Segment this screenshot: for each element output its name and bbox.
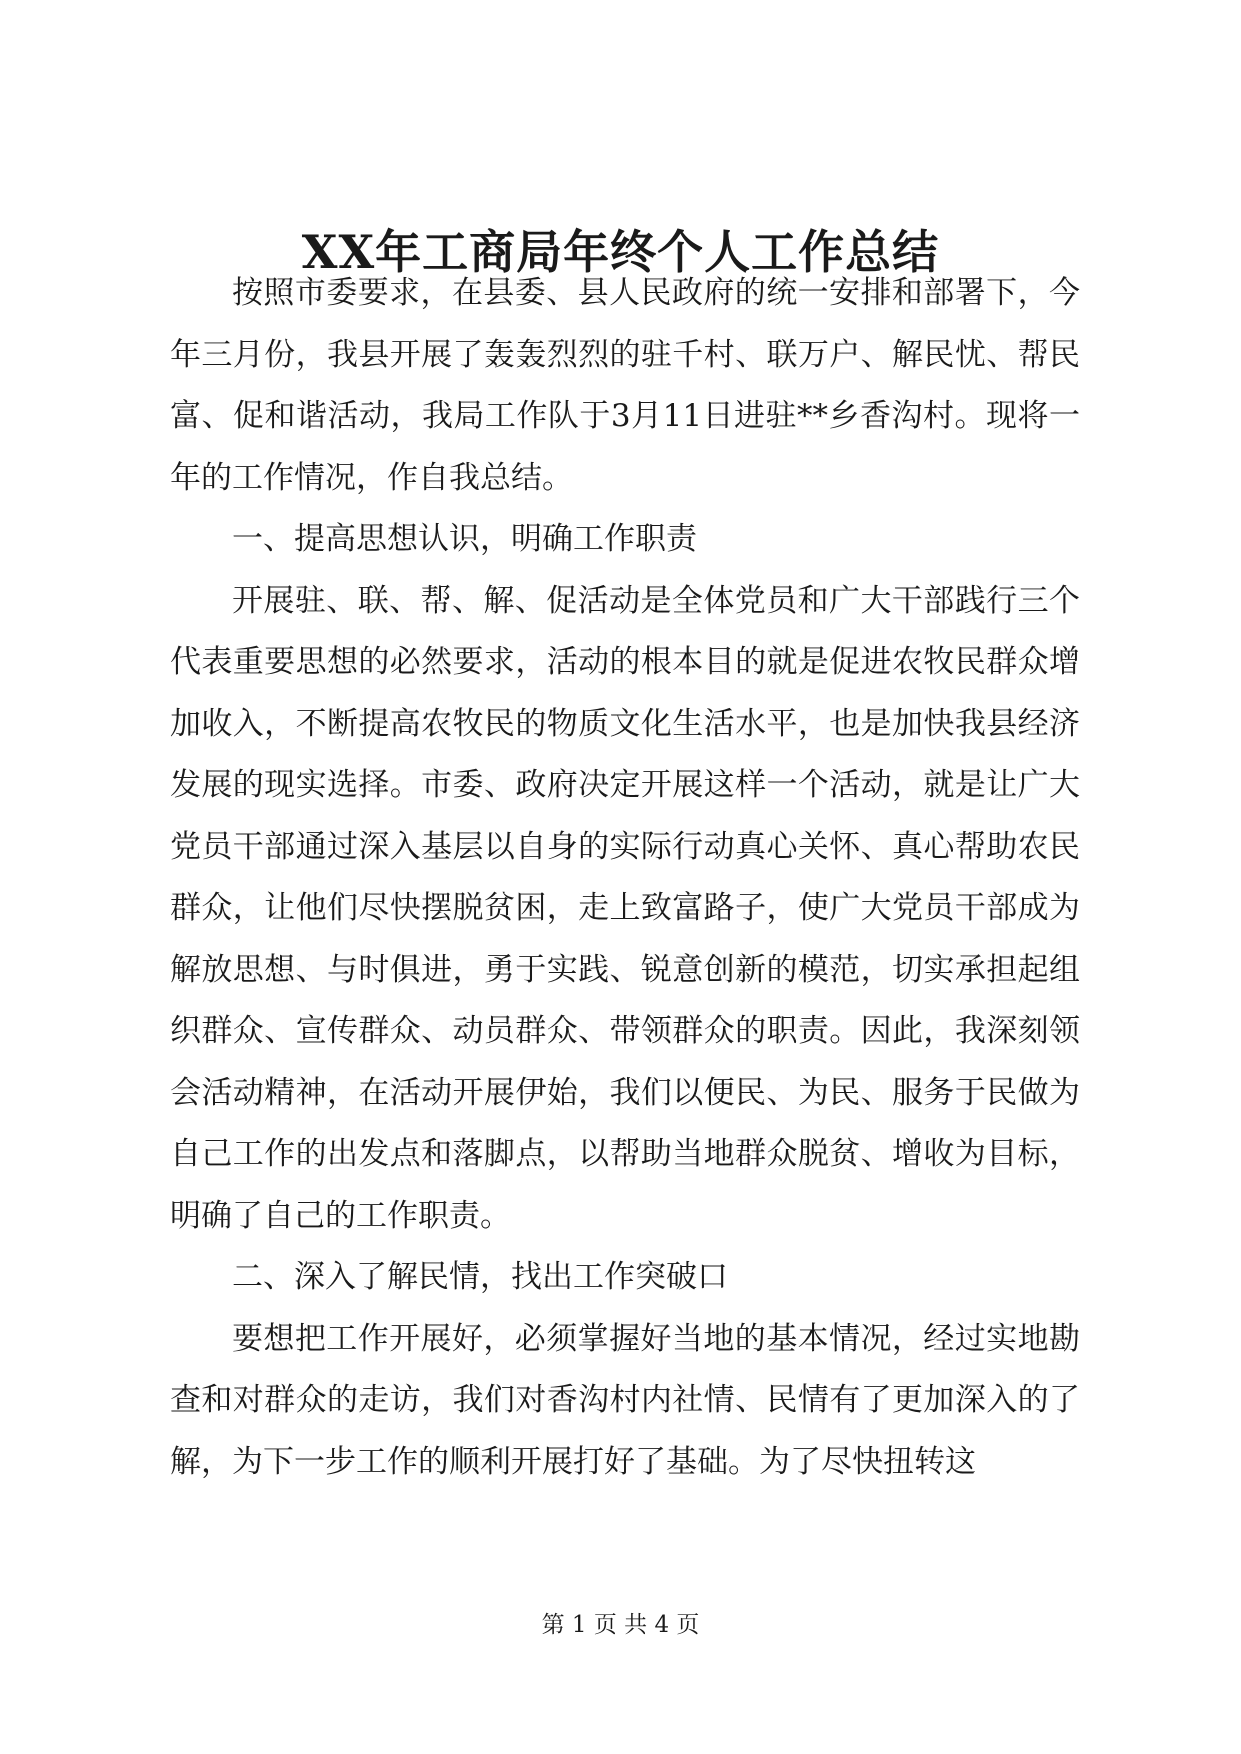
section-heading-2: 二、深入了解民情，找出工作突破口 <box>232 1259 728 1295</box>
page-number-footer: 第 1 页 共 4 页 <box>541 1612 700 1638</box>
paragraph-section-1: 开展驻、联、帮、解、促活动是全体党员和广大干部践行三个代表重要思想的必然要求，活动的根本目的就是促进农牧民群众增加收入，不断提高农牧民的物质文化生活水平，也是加快我县经济发展的现实选择。市委、政府决定开展这样一个活动，就是让广大党员干部通过深入基层以自身的实际行动真心关怀、真心帮助农民群众，让他们尽快摆脱贫困，走上致富路子，使广大党员干部成为解放思想、与时俱进，勇于实践、锐意创新的模范，切实承担起组织群众、宣传群众、动员群众、带领群众的职责。因此，我深刻领会活动精神，在活动开展伊始，我们以便民、为民、服务于民做为自己工作的出发点和落脚点，以帮助当地群众脱贫、增收为目标，明确了自己的工作职责。 <box>170 582 1080 1234</box>
section-heading-1: 一、提高思想认识，明确工作职责 <box>232 521 697 557</box>
document-title: XX年工商局年终个人工作总结 <box>301 225 940 279</box>
document-body <box>170 263 1080 1493</box>
paragraph-section-2: 要想把工作开展好，必须掌握好当地的基本情况，经过实地勘查和对群众的走访，我们对香沟村内社情、民情有了更加深入的了解，为下一步工作的顺利开展打好了基础。为了尽快扭转这 <box>170 1320 1080 1480</box>
paragraph-intro: 按照市委要求，在县委、县人民政府的统一安排和部署下，今年三月份，我县开展了轰轰烈烈的驻千村、联万户、解民忧、帮民富、促和谐活动，我局工作队于3月11日进驻**乡香沟村。现将一年的工作情况，作自我总结。 <box>170 275 1080 496</box>
